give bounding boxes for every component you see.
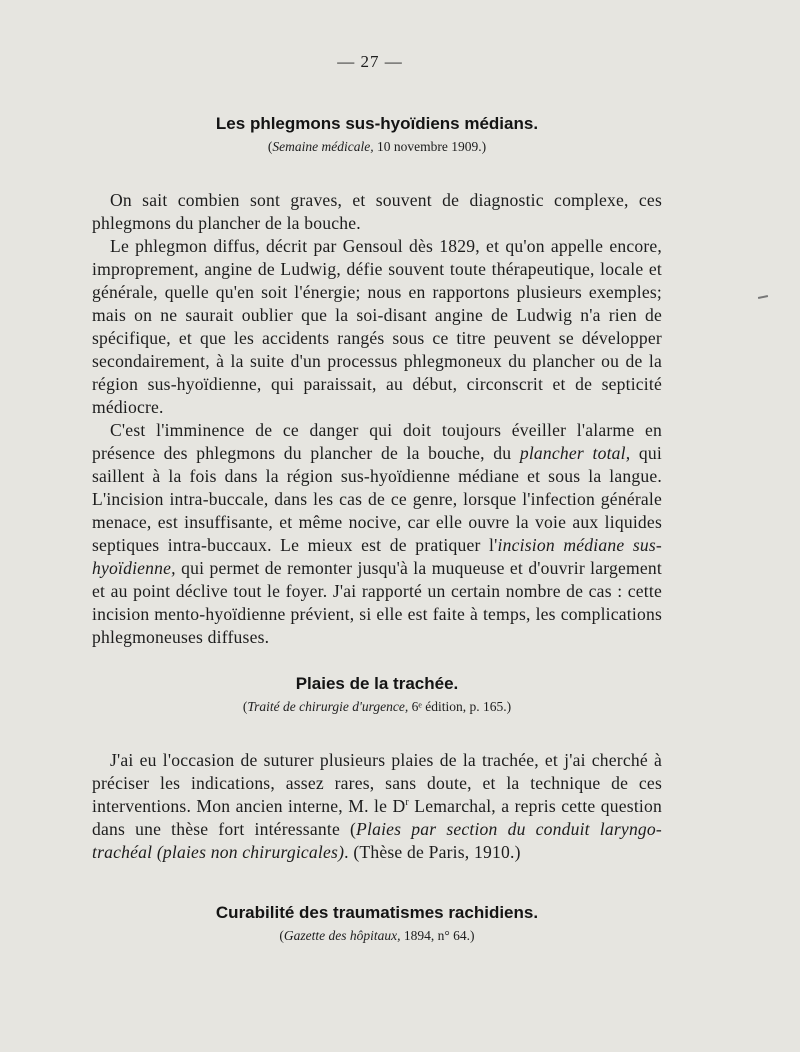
paragraph: C'est l'imminence de ce danger qui doit toujours éveiller l'alarme en présence des phlegmons du plancher de la bouche, du plancher total, qui saillent à la fois dans la région sus-hyoïdienne médiane et sous la langue. L'incision intra-buccale, dans les cas de ce genre, lorsque l'infection générale menace, est insuffisante, et même nocive, car elle ouvre la voie aux liquides septiques intra-buccaux. Le mieux est de pratiquer l'incision médiane sus-hyoïdienne, qui permet de remonter jusqu'à la muqueuse et d'ouvrir largement et au point déclive tout le foyer. J'ai rapporté un certain nombre de cas : cette incision mento-hyoïdienne prévient, si elle est faite à temps, les complications phlegmoneuses diffuses. (92, 420, 662, 647)
section-traumatismes-rachidiens (92, 903, 662, 944)
section-plaies-trachee (92, 674, 662, 864)
section-phlegmons (92, 114, 662, 649)
section-source: (Semaine médicale, 10 novembre 1909.) (267, 139, 487, 154)
paragraph: On sait combien sont graves, et souvent de diagnostic complexe, ces phlegmons du plancher de la bouche. (92, 190, 662, 233)
margin-mark (758, 295, 768, 299)
section-body (92, 749, 662, 864)
section-title: Les phlegmons sus-hyoïdiens médians. (215, 114, 539, 133)
section-title: Plaies de la trachée. (295, 674, 459, 693)
paragraph: J'ai eu l'occasion de suturer plusieurs plaies de la trachée, et j'ai cherché à préciser les indications, assez rares, sans doute, et la technique de ces interventions. Mon ancien interne, M. le $D^r$ Lemarchal, a repris cette question dans une thèse fort intéressante (Plaies par section du conduit laryngo-trachéal (plaies non chirurgicales). (Thèse de Paris, 1910.) (92, 750, 662, 862)
section-source: (Traité de chirurgie d'urgence, 6ᵉ édition, p. 165.) (242, 699, 512, 714)
section-body (92, 189, 662, 649)
section-title: Curabilité des traumatismes rachidiens. (215, 903, 539, 922)
page-number: — 27 — (337, 52, 403, 71)
paragraph: Le phlegmon diffus, décrit par Gensoul dès 1829, et qu'on appelle encore, improprement, angine de Ludwig, défie souvent toute thérapeutique, locale et générale, quelle qu'en soit l'énergie; nous en rapportons plusieurs exemples; mais on ne saurait oublier que la soi-disant angine de Ludwig n'a rien de spécifique, et que les accidents rangés sous ce titre peuvent se développer secondairement, à la suite d'un processus phlegmoneux du plancher ou de la région sus-hyoïdienne, qui paraissait, au début, circonscrit et de septicité médiocre. (92, 236, 662, 417)
section-source: (Gazette des hôpitaux, 1894, n° 64.) (279, 928, 475, 943)
